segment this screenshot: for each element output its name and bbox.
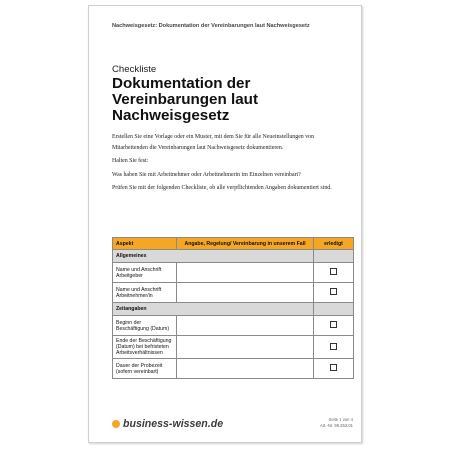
section-row-general [113, 250, 354, 263]
done-checkbox[interactable] [330, 268, 337, 275]
row-detail-cell[interactable] [177, 263, 314, 283]
row-done-cell [314, 283, 354, 303]
row-aspect: Beginn der Beschäftigung (Datum) [113, 316, 177, 336]
column-header-aspect: Aspekt [113, 238, 177, 250]
row-detail-cell[interactable] [177, 336, 314, 359]
row-done-cell [314, 263, 354, 283]
done-checkbox[interactable] [330, 321, 337, 328]
row-done-cell [314, 316, 354, 336]
section-row-time [113, 303, 354, 316]
row-aspect: Dauer der Probezeit (sofern vereinbart) [113, 359, 177, 379]
section-title: Zeitangaben [113, 303, 314, 316]
section-title: Allgemeines [113, 250, 314, 263]
row-detail-cell[interactable] [177, 359, 314, 379]
row-aspect: Name und Anschrift Arbeitnehmer/in [113, 283, 177, 303]
column-header-done: erledigt [314, 238, 354, 250]
table-row [113, 336, 354, 359]
row-detail-cell[interactable] [177, 283, 314, 303]
done-checkbox[interactable] [330, 364, 337, 371]
brand-dot-icon [112, 420, 120, 428]
check-paragraph: Prüfen Sie mit der folgenden Checkliste, ob alle verpflichtenden Angaben dokumentiert sind. [112, 185, 332, 192]
document-page [88, 5, 362, 443]
table-row [113, 283, 354, 303]
intro-paragraph: Erstellen Sie eine Vorlage oder ein Muster, mit dem Sie für alle Neueinstellungen von Mitarbeitenden die Vereinbarungen laut Nachweisgesetz dokumentieren. [112, 134, 315, 151]
table-header-row [113, 238, 354, 250]
document-title: Dokumentation der Vereinbarungen laut Nachweisgesetz [112, 75, 259, 124]
column-header-detail: Angabe, Regelung/ Vereinbarung in unserem Fall [177, 238, 314, 250]
document-body [112, 132, 344, 197]
row-aspect: Ende der Beschäftigung (Datum) bei befristeten Arbeitsverhältnissen [113, 336, 177, 359]
question-paragraph: Was haben Sie mit Arbeitnehmer oder Arbeitnehmerin im Einzelnen vereinbart? [112, 171, 301, 178]
table-row [113, 316, 354, 336]
checklist-table [112, 237, 354, 379]
article-number: Art.-Nr. 99.252.01 [319, 423, 353, 428]
done-checkbox[interactable] [330, 288, 337, 295]
row-done-cell [314, 359, 354, 379]
brand-name: business-wissen.de [123, 418, 224, 430]
row-aspect: Name und Anschrift Arbeitgeber [113, 263, 177, 283]
page-number: Seite 1 von 4 [328, 417, 353, 422]
document-kicker: Checkliste [112, 64, 157, 75]
section-spacer [314, 250, 354, 263]
row-detail-cell[interactable] [177, 316, 314, 336]
done-checkbox[interactable] [330, 343, 337, 350]
row-done-cell [314, 336, 354, 359]
table-row [113, 263, 354, 283]
section-spacer [314, 303, 354, 316]
running-header: Nachweisgesetz: Dokumentation der Vereinbarungen laut Nachweisgesetz [112, 23, 310, 29]
table-row [113, 359, 354, 379]
brand-logo [112, 418, 223, 430]
footer-meta [320, 417, 353, 429]
instruction-paragraph: Halten Sie fest: [112, 158, 149, 165]
